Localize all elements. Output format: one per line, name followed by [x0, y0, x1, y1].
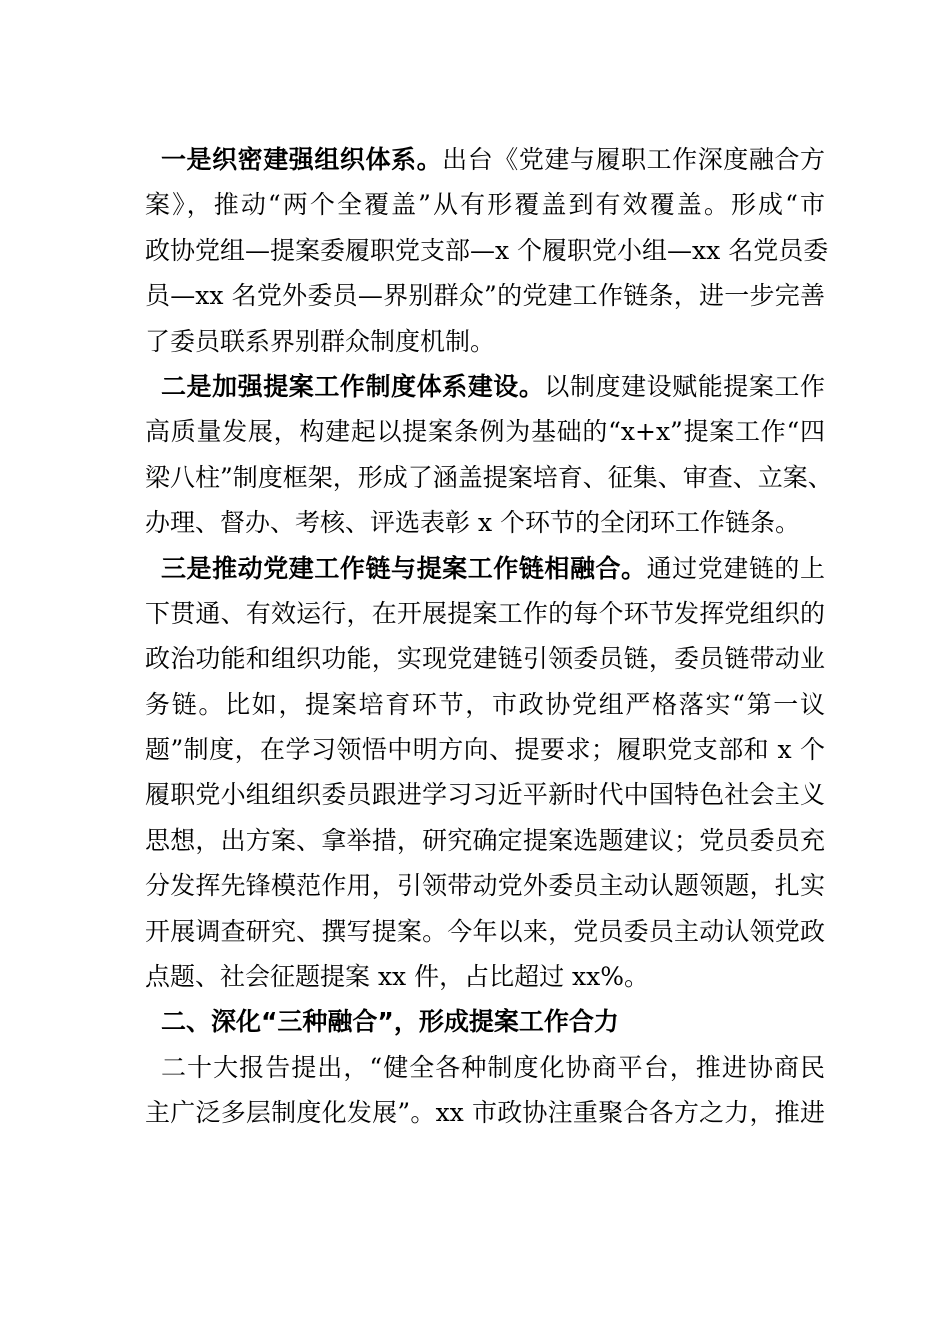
- paragraph-1: [145, 137, 829, 364]
- paragraph-line: 思想，出方案、拿举措，研究确定提案选题建议；党员委员充: [145, 825, 825, 855]
- paragraph-line: 主广泛多层制度化发展”。xx 市政协注重聚合各方之力，推进: [145, 1098, 825, 1128]
- paragraph-line: 案》，推动“两个全覆盖”从有形覆盖到有效覆盖。形成“市: [145, 190, 825, 220]
- paragraph-line: 高质量发展，构建起以提案条例为基础的“x+x”提案工作“四: [145, 417, 825, 447]
- paragraph-line: 下贯通、有效运行，在开展提案工作的每个环节发挥党组织的: [145, 598, 825, 628]
- paragraph-line-text: 通过党建链的上: [646, 553, 825, 583]
- paragraph-lead: 二是加强提案工作制度体系建设。: [161, 371, 545, 401]
- paragraph-line: 务链。比如，提案培育环节，市政协党组严格落实“第一议: [145, 689, 825, 719]
- document-body: [145, 137, 833, 1136]
- paragraph-line: 题”制度，在学习领悟中明方向、提要求；履职党支部和 x 个: [145, 735, 825, 765]
- paragraph-line: [145, 137, 825, 182]
- paragraph-4: [145, 1045, 825, 1136]
- section-heading: 二、深化“三种融合”，形成提案工作合力: [161, 1007, 619, 1037]
- paragraph-line: 开展调查研究、撰写提案。今年以来，党员委员主动认领党政: [145, 916, 825, 946]
- paragraph-line: [145, 546, 825, 591]
- paragraph-line-text: 以制度建设赋能提案工作: [544, 371, 825, 401]
- paragraph-line-text: 出台《党建与履职工作深度融合方: [442, 145, 825, 174]
- paragraph-lead: 三是推动党建工作链与提案工作链相融合。: [161, 553, 647, 583]
- paragraph-line: 二十大报告提出，“健全各种制度化协商平台，推进协商民: [161, 1052, 825, 1082]
- paragraph-2: [145, 364, 833, 546]
- paragraph-line: 点题、社会征题提案 xx 件，占比超过 xx%。: [145, 962, 649, 992]
- paragraph-line: 政治功能和组织功能，实现党建链引领委员链，委员链带动业: [145, 644, 825, 674]
- paragraph-line: 员—xx 名党外委员—界别群众”的党建工作链条，进一步完善: [145, 281, 825, 311]
- paragraph-3: [145, 546, 825, 1000]
- paragraph-line: 政协党组—提案委履职党支部—x 个履职党小组—xx 名党员委: [145, 235, 829, 265]
- paragraph-line: [145, 364, 825, 409]
- paragraph-line: 了委员联系界别群众制度机制。: [145, 326, 496, 356]
- paragraph-line: 履职党小组组织委员跟进学习习近平新时代中国特色社会主义: [145, 780, 825, 810]
- paragraph-lead: 一是织密建强组织体系。: [161, 145, 443, 174]
- paragraph-line: 分发挥先锋模范作用，引领带动党外委员主动认题领题，扎实: [145, 871, 825, 901]
- paragraph-line: 梁八柱”制度框架，形成了涵盖提案培育、征集、审查、立案、: [145, 462, 833, 492]
- paragraph-line: 办理、督办、考核、评选表彰 x 个环节的全闭环工作链条。: [145, 508, 800, 538]
